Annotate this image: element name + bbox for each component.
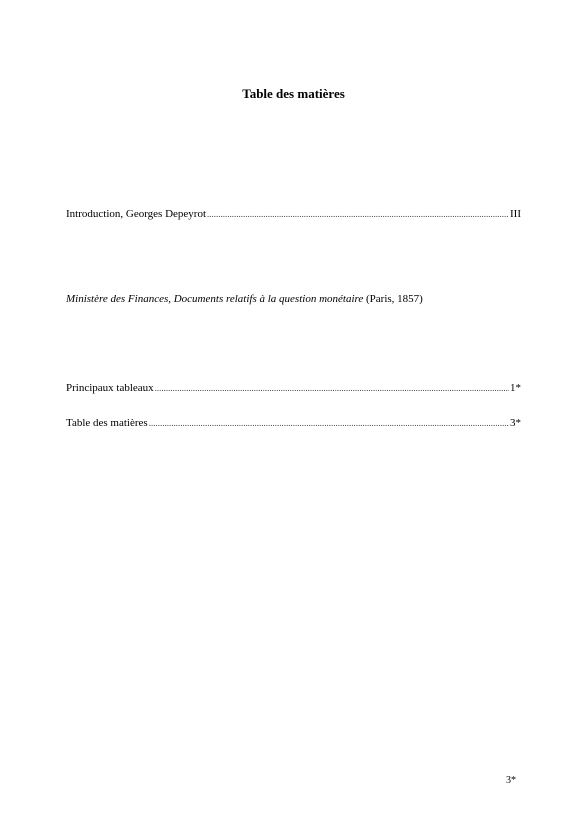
toc-entry-label: Table des matières	[66, 417, 148, 429]
section-heading	[66, 292, 521, 306]
toc-entry-label: Introduction, Georges Depeyrot	[66, 208, 207, 220]
toc-entry-page: 3*	[510, 417, 521, 429]
section-title-italic: Ministère des Finances, Documents relatifs à la question monétaire	[66, 293, 364, 305]
toc-entry-introduction	[66, 207, 521, 221]
section-title-plain: (Paris, 1857)	[363, 293, 423, 305]
toc-dot-leader	[149, 416, 509, 430]
page-number: 3*	[506, 775, 516, 786]
toc-entry-principaux-tableaux	[66, 381, 521, 395]
toc-entry-page: III	[510, 208, 521, 220]
toc-entry-page: 1*	[510, 382, 521, 394]
toc-dot-leader	[207, 207, 509, 221]
toc-dot-leader	[155, 381, 509, 395]
toc-entry-label: Principaux tableaux	[66, 382, 154, 394]
page-title: Table des matières	[242, 86, 345, 101]
toc-entry-table-des-matieres	[66, 416, 521, 430]
